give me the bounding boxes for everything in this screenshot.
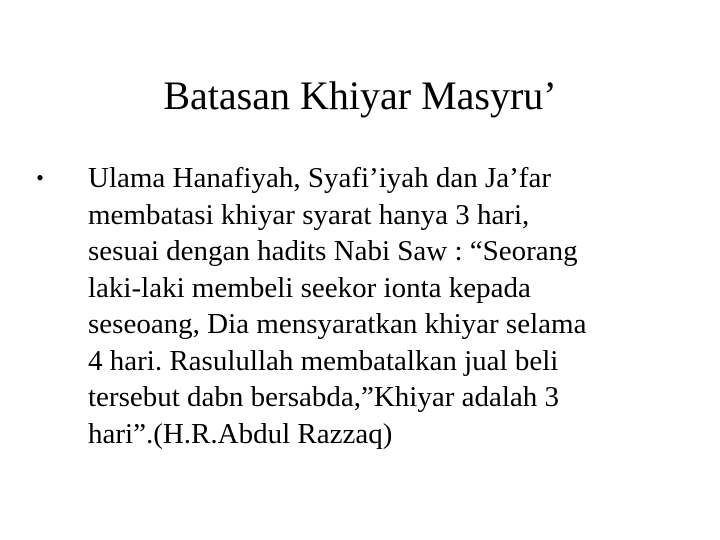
bullet-line: membatasi khiyar syarat hanya 3 hari, <box>88 198 530 231</box>
bullet-line: sesuai dengan hadits Nabi Saw : “Seorang <box>88 235 578 267</box>
bullet-line: 4 hari. Rasulullah membatalkan jual beli <box>88 344 559 377</box>
bullet-line: Ulama Hanafiyah, Syafi’iyah dan Ja’far <box>88 162 551 194</box>
bullet-line: hari”.(H.R.Abdul Razzaq) <box>88 417 393 450</box>
slide-title: Batasan Khiyar Masyru’ <box>163 73 557 118</box>
bullet-line: tersebut dabn bersabda,”Khiyar adalah 3 <box>88 381 560 413</box>
bullet-item <box>30 160 670 452</box>
bullet-line: laki-laki membeli seekor ionta kepada <box>88 271 531 304</box>
bullet-list <box>30 160 670 452</box>
bullet-dot-icon: • <box>36 165 44 190</box>
bullet-line: seseoang, Dia mensyaratkan khiyar selama <box>88 308 587 340</box>
